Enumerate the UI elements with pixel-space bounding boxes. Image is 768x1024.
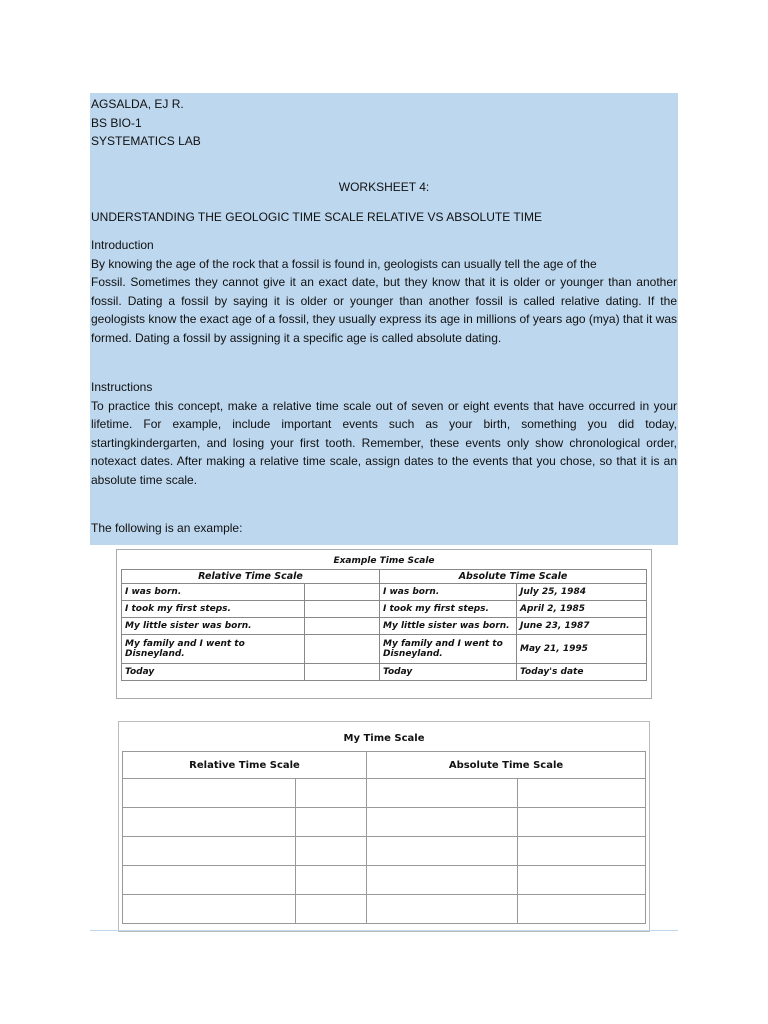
blank-cell[interactable] <box>123 779 296 808</box>
blank-cell[interactable] <box>296 895 367 924</box>
my-table-frame <box>118 721 650 932</box>
my-relative-header: Relative Time Scale <box>123 752 367 779</box>
absolute-date-cell: July 25, 1984 <box>517 584 647 601</box>
worksheet-subtitle: UNDERSTANDING THE GEOLOGIC TIME SCALE RELATIVE VS ABSOLUTE TIME <box>91 210 542 224</box>
absolute-date-cell: May 21, 1995 <box>517 635 647 664</box>
absolute-date-cell: April 2, 1985 <box>517 601 647 618</box>
blank-cell[interactable] <box>123 808 296 837</box>
student-name: AGSALDA, EJ R. <box>91 97 184 111</box>
blank-cell[interactable] <box>367 779 518 808</box>
blank-cell[interactable] <box>123 895 296 924</box>
example-time-scale-table <box>121 553 647 681</box>
table-row <box>123 808 646 837</box>
relative-event-cell: I was born. <box>122 584 305 601</box>
blank-cell[interactable] <box>367 837 518 866</box>
absolute-date-cell: June 23, 1987 <box>517 618 647 635</box>
lab-name: SYSTEMATICS LAB <box>91 134 201 148</box>
absolute-event-cell: My family and I went to Disneyland. <box>380 635 517 664</box>
table-row <box>122 635 647 664</box>
introduction-line1: By knowing the age of the rock that a fossil is found in, geologists can usually tell the age of the <box>91 256 597 271</box>
relative-event-cell: I took my first steps. <box>122 601 305 618</box>
blank-cell[interactable] <box>367 808 518 837</box>
blank-cell[interactable] <box>518 866 646 895</box>
example-table-caption: Example Time Scale <box>333 556 435 566</box>
blank-cell[interactable] <box>367 895 518 924</box>
blank-cell <box>305 584 380 601</box>
absolute-date-cell: Today's date <box>517 664 647 681</box>
blank-cell[interactable] <box>123 866 296 895</box>
worksheet-title: WORKSHEET 4: <box>338 180 430 194</box>
divider <box>90 930 678 931</box>
table-row <box>123 895 646 924</box>
blank-cell[interactable] <box>296 866 367 895</box>
introduction-heading: Introduction <box>91 238 154 252</box>
introduction-section <box>91 236 677 347</box>
my-time-scale-table <box>122 725 646 924</box>
instructions-body: To practice this concept, make a relative time scale out of seven or eight events that have occurred in your lifetime. For example, include important events such as your birth, something you did today, startingkindergarten, and losing your first tooth. Remember, these events only show chronological order, notexact dates. After making a relative time scale, assign dates to the events that you chose, so that it is an absolute time scale. <box>91 398 677 487</box>
blank-cell <box>305 664 380 681</box>
absolute-event-cell: I was born. <box>380 584 517 601</box>
my-absolute-header: Absolute Time Scale <box>367 752 646 779</box>
table-row <box>123 866 646 895</box>
example-table-frame <box>116 549 652 699</box>
instructions-heading: Instructions <box>91 380 153 394</box>
relative-event-cell: My little sister was born. <box>122 618 305 635</box>
blank-cell[interactable] <box>518 837 646 866</box>
blank-cell[interactable] <box>518 808 646 837</box>
table-row <box>122 664 647 681</box>
instructions-section <box>91 378 677 489</box>
table-row <box>123 779 646 808</box>
example-absolute-header: Absolute Time Scale <box>380 570 647 584</box>
absolute-event-cell: My little sister was born. <box>380 618 517 635</box>
absolute-event-cell: Today <box>380 664 517 681</box>
table-row <box>123 837 646 866</box>
blank-cell[interactable] <box>296 837 367 866</box>
blank-cell[interactable] <box>367 866 518 895</box>
blank-cell[interactable] <box>518 779 646 808</box>
student-header <box>91 95 677 151</box>
blank-cell <box>305 635 380 664</box>
blank-cell <box>305 601 380 618</box>
table-row <box>122 584 647 601</box>
blank-cell[interactable] <box>296 808 367 837</box>
relative-event-cell: Today <box>122 664 305 681</box>
table-row <box>122 601 647 618</box>
my-table-caption: My Time Scale <box>343 732 425 744</box>
example-label: The following is an example: <box>91 521 243 535</box>
table-row <box>122 618 647 635</box>
blank-cell[interactable] <box>123 837 296 866</box>
example-relative-header: Relative Time Scale <box>122 570 380 584</box>
introduction-body: Fossil. Sometimes they cannot give it an exact date, but they know that it is older or younger than another fossil. Dating a fossil by saying it is older or younger than another fossil is called relative dating. If the geologists know the exact age of a fossil, they usually express its age in millions of years ago (mya) that it was formed. Dating a fossil by assigning it a specific age is called absolute dating. <box>91 275 677 345</box>
blank-cell <box>305 618 380 635</box>
blank-cell[interactable] <box>518 895 646 924</box>
student-course: BS BIO-1 <box>91 115 142 130</box>
absolute-event-cell: I took my first steps. <box>380 601 517 618</box>
blank-cell[interactable] <box>296 779 367 808</box>
relative-event-cell: My family and I went to Disneyland. <box>122 635 305 664</box>
